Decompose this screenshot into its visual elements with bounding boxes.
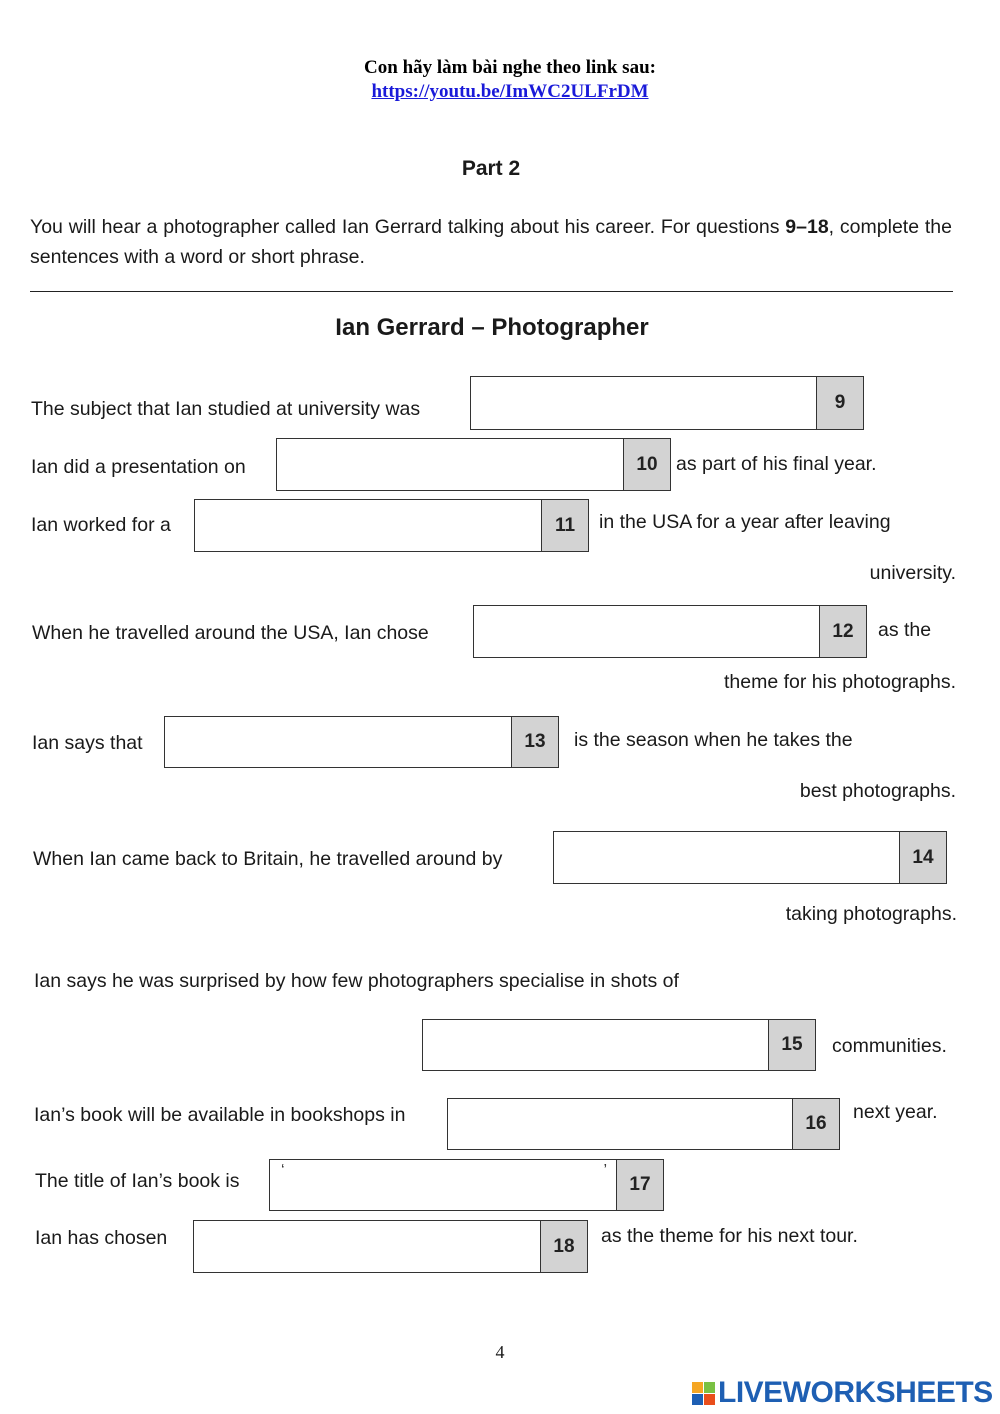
- q17-text: The title of Ian’s book is: [35, 1170, 240, 1192]
- q16-number: 16: [792, 1099, 839, 1149]
- q11-answer-box[interactable]: [194, 499, 589, 552]
- q12-text-after: as the: [878, 619, 932, 641]
- q11-text: Ian worked for a: [31, 514, 171, 536]
- part-title: Part 2: [461, 157, 521, 180]
- q16-text: Ian’s book will be available in bookshops in: [34, 1104, 406, 1126]
- q18-text-after: as the theme for his next tour.: [601, 1225, 858, 1247]
- q12-number: 12: [819, 606, 866, 657]
- logo-text: LIVEWORKSHEETS: [718, 1376, 993, 1409]
- q16-text-after: next year.: [853, 1101, 938, 1123]
- q10-answer-box[interactable]: [276, 438, 671, 491]
- q11-number: 11: [541, 500, 588, 551]
- q15-number: 15: [768, 1020, 815, 1070]
- q11-text-after: in the USA for a year after leaving: [599, 511, 891, 533]
- q16-answer-box[interactable]: [447, 1098, 840, 1150]
- q17-open-quote: ‘: [281, 1162, 285, 1179]
- q18-answer-box[interactable]: [193, 1220, 588, 1273]
- divider: [30, 291, 953, 292]
- q18-number: 18: [540, 1221, 587, 1272]
- q13-answer-box[interactable]: [164, 716, 559, 768]
- q12-answer-box[interactable]: [473, 605, 867, 658]
- header-instruction: Con hãy làm bài nghe theo link sau:: [364, 57, 656, 78]
- q12-text-continued: theme for his photographs.: [724, 671, 956, 693]
- logo-icon: [692, 1382, 715, 1405]
- liveworksheets-logo: [692, 1376, 993, 1410]
- q13-text: Ian says that: [32, 732, 143, 754]
- q10-text: Ian did a presentation on: [31, 456, 246, 478]
- q10-text-after: as part of his final year.: [676, 453, 877, 475]
- section-title: Ian Gerrard – Photographer: [335, 314, 649, 341]
- q14-answer-box[interactable]: [553, 831, 947, 884]
- q15-answer-box[interactable]: [422, 1019, 816, 1071]
- q13-text-continued: best photographs.: [799, 780, 956, 802]
- q11-text-continued: university.: [869, 562, 956, 584]
- q15-text: Ian says he was surprised by how few photographers specialise in shots of: [34, 970, 679, 992]
- q9-text: The subject that Ian studied at university was: [31, 398, 421, 420]
- q9-answer-box[interactable]: [470, 376, 864, 430]
- instructions: You will hear a photographer called Ian Gerrard talking about his career. For questions 9–18, complete the sentences with a word or short phrase.: [30, 216, 952, 268]
- q14-text: When Ian came back to Britain, he travelled around by: [33, 848, 503, 870]
- q9-number: 9: [816, 377, 863, 429]
- q18-text: Ian has chosen: [35, 1227, 168, 1249]
- page-number: 4: [495, 1342, 505, 1362]
- q17-number: 17: [616, 1160, 663, 1210]
- q13-number: 13: [511, 717, 558, 767]
- q13-text-after: is the season when he takes the: [574, 729, 853, 751]
- listening-link[interactable]: https://youtu.be/ImWC2ULFrDM: [371, 81, 649, 102]
- q10-number: 10: [623, 439, 670, 490]
- q17-answer-box[interactable]: [269, 1159, 664, 1211]
- q12-text: When he travelled around the USA, Ian chose: [32, 622, 429, 644]
- q15-text-after: communities.: [832, 1035, 947, 1057]
- q14-number: 14: [899, 832, 946, 883]
- question-range: 9–18: [785, 216, 829, 238]
- q17-close-quote: ’: [603, 1162, 607, 1179]
- q14-text-continued: taking photographs.: [785, 903, 957, 925]
